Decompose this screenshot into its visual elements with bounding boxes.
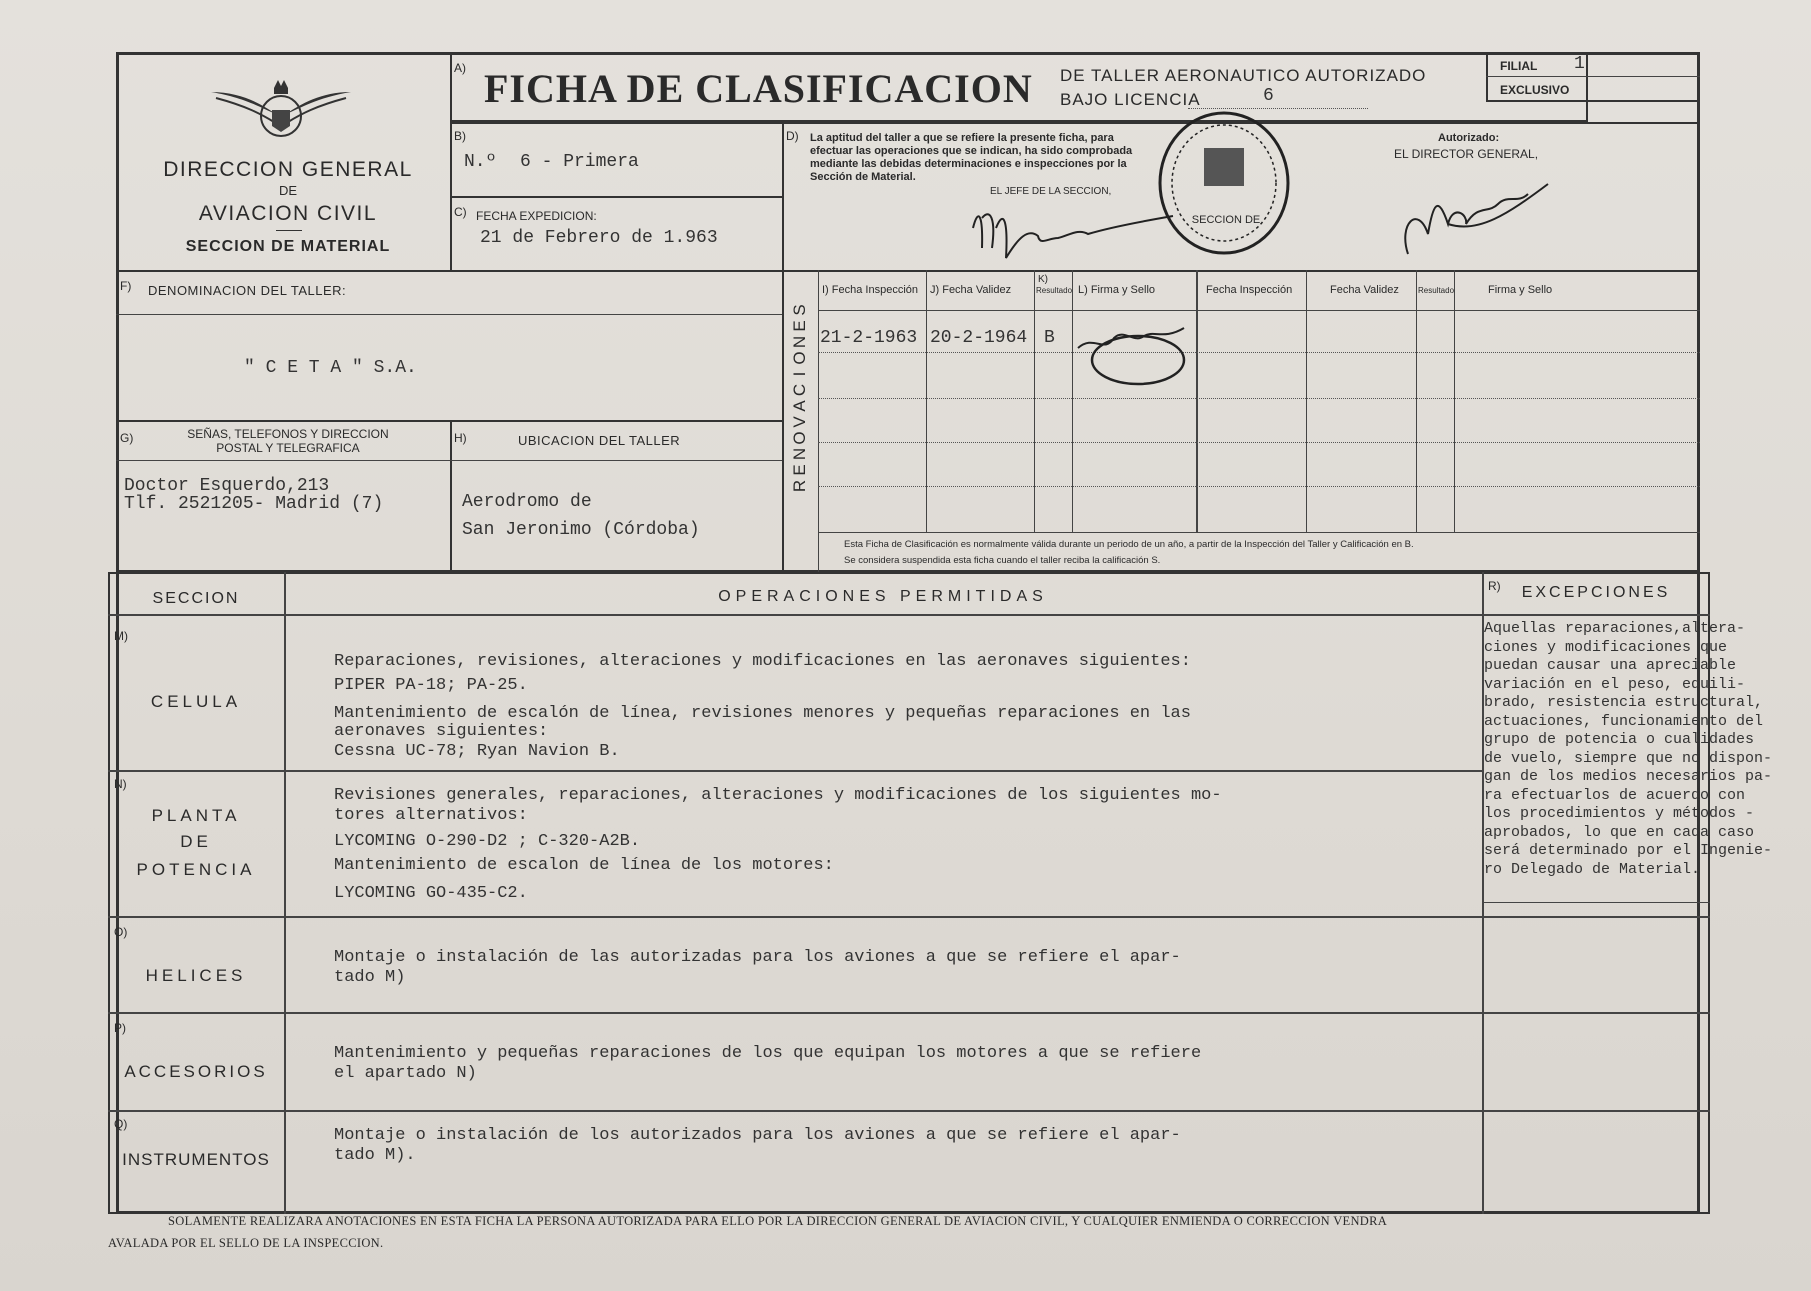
exclusivo-label: EXCLUSIVO [1500, 83, 1570, 97]
renovaciones-box [782, 270, 1700, 572]
denominacion-label: DENOMINACION DEL TALLER: [148, 283, 347, 298]
celula-line1: Reparaciones, revisiones, alteraciones y modificaciones en las aeronaves siguientes: [334, 652, 1191, 671]
direccion-line2: Tlf. 2521205- Madrid (7) [124, 494, 384, 514]
autorizado-label: Autorizado: [1438, 132, 1500, 144]
col-firma-sello: L) Firma y Sello [1078, 284, 1156, 296]
excepciones-line: brado, resistencia estructural, [1484, 694, 1764, 711]
col-resultado-2: Resultado [1418, 286, 1455, 295]
org-section: SECCION DE MATERIAL [185, 238, 391, 255]
aptitud-line3: mediante las debidas determinaciones e inspecciones por la [810, 158, 1127, 170]
renovaciones-letter: A [790, 400, 809, 412]
col-fecha-inspeccion: I) Fecha Inspección [822, 284, 918, 296]
planta-line1: Revisiones generales, reparaciones, alteraciones y modificaciones de los siguientes mo- [334, 786, 1222, 805]
accesorios-line2: el apartado N) [334, 1064, 477, 1083]
renovaciones-vertical-text [782, 302, 818, 494]
label-c: C) [454, 205, 467, 219]
excepciones-text [1484, 620, 1773, 879]
label-o: O) [114, 925, 128, 939]
col-fecha-validez: J) Fecha Validez [930, 284, 1012, 296]
row-line-4 [818, 486, 1700, 487]
footer-line2: AVALADA POR EL SELLO DE LA INSPECCION. [108, 1236, 384, 1250]
filial-value: 1 [1574, 54, 1585, 74]
director-label: EL DIRECTOR GENERAL, [1394, 147, 1539, 161]
renov-note-line2: Se considera suspendida esta ficha cuando el taller reciba la calificación S. [844, 555, 1161, 566]
direccion-line1: Doctor Esquerdo,213 [124, 476, 330, 496]
renovaciones-letter: N [790, 447, 809, 461]
row-line-1 [818, 352, 1700, 353]
de-label: DE [180, 832, 212, 851]
excepciones-line: gan de los medios necesarios pa- [1484, 768, 1773, 785]
row1-fecha-inspeccion: 21-2-1963 [820, 328, 918, 348]
instrumentos-line2: tado M). [334, 1146, 416, 1165]
renovaciones-letter: O [790, 351, 809, 365]
aptitud-line1: La aptitud del taller a que se refiere la presente ficha, para [810, 132, 1114, 144]
filial-label: FILIAL [1500, 59, 1538, 73]
planta-line4: Mantenimiento de escalon de línea de los motores: [334, 856, 834, 875]
row1-fecha-validez: 20-2-1964 [930, 328, 1028, 348]
excepciones-header: EXCEPCIONES [1521, 584, 1671, 601]
celula-line4: aeronaves siguientes: [334, 722, 549, 741]
excepciones-line: ciones y modificaciones que [1484, 638, 1728, 656]
renovaciones-letter: C [790, 383, 809, 397]
label-m: M) [114, 629, 128, 643]
excepciones-line: ra efectuarlos de acuerdo con [1484, 786, 1746, 804]
official-seal-stamp [1154, 108, 1294, 258]
ubicacion-line2: San Jeronimo (Córdoba) [462, 520, 700, 540]
licencia-value: 6 [1263, 86, 1274, 106]
instrumentos-line1: Montaje o instalación de los autorizados para los aviones a que se refiere el apar- [334, 1126, 1181, 1145]
ubicacion-label: UBICACION DEL TALLER [518, 433, 681, 448]
numero-value: 6 - Primera [520, 152, 639, 172]
label-q: Q) [114, 1117, 128, 1131]
excepciones-line: actuaciones, funcionamiento del [1484, 712, 1764, 730]
renov-header-divider [818, 310, 1700, 311]
renovaciones-letter: S [790, 304, 809, 316]
classification-form [108, 52, 1773, 1250]
col-k-label: K) [1038, 274, 1048, 285]
row1-resultado: B [1044, 328, 1055, 348]
renovaciones-letter: N [790, 335, 809, 349]
excepciones-divider [1482, 902, 1710, 903]
renovaciones-letter: I [790, 371, 809, 377]
row-div-p [108, 1110, 1710, 1112]
renovaciones-letter: E [790, 320, 809, 332]
instrumentos-label: INSTRUMENTOS [122, 1150, 270, 1169]
row-div-o [108, 1012, 1710, 1014]
label-h: H) [454, 431, 467, 445]
org-divider [276, 230, 302, 231]
ubicacion-line1: Aerodromo de [462, 492, 592, 512]
label-d: D) [786, 129, 799, 143]
label-p: P) [114, 1021, 126, 1035]
renovaciones-vertical-label [782, 302, 818, 494]
planta-line3: LYCOMING O-290-D2 ; C-320-A2B. [334, 832, 641, 851]
renovaciones-letter: O [790, 431, 809, 445]
excepciones-line: de vuelo, siempre que no dispon- [1484, 749, 1773, 767]
aptitud-line2: efectuar las operaciones que se indican, ha sido comprobada [810, 145, 1133, 157]
fecha-expedicion-value: 21 de Febrero de 1.963 [480, 228, 718, 248]
fecha-expedicion-label: FECHA EXPEDICION: [476, 209, 597, 223]
label-b: B) [454, 129, 466, 143]
org-line2: DE [278, 183, 298, 198]
renovaciones-label-divider [818, 270, 819, 572]
row-div-m [108, 770, 1482, 772]
org-line3: AVIACION CIVIL [198, 202, 378, 225]
excepciones-line: aprobados, lo que en cada caso [1484, 823, 1755, 841]
excepciones-line: variación en el peso, equili- [1484, 675, 1746, 693]
operaciones-header: OPERACIONES PERMITIDAS [718, 588, 1048, 605]
label-n: N) [114, 777, 127, 791]
subtitle-line1: DE TALLER AERONAUTICO AUTORIZADO [1060, 66, 1427, 85]
footer-line1: SOLAMENTE REALIZARA ANOTACIONES EN ESTA FICHA LA PERSONA AUTORIZADA PARA ELLO POR LA DIRECCION GENERAL DE AVIACION CIVIL, Y CUALQUIER ENMIENDA O CORRECCION VENDRA [168, 1214, 1388, 1228]
seccion-header: SECCION [152, 590, 240, 607]
excepciones-line: Aquellas reparaciones,altera- [1484, 620, 1746, 637]
planta-line5: LYCOMING GO-435-C2. [334, 884, 528, 903]
numero-label: N.º [464, 152, 497, 172]
denominacion-value: " C E T A " S.A. [244, 358, 417, 378]
renovaciones-letter: V [790, 416, 809, 428]
helices-line2: tado M) [334, 968, 406, 987]
label-g: G) [120, 431, 134, 445]
accesorios-label: ACCESORIOS [124, 1062, 268, 1081]
stamp-text: SECCION DE [1191, 214, 1261, 226]
renovaciones-letter: R [790, 479, 809, 493]
f-divider [116, 314, 784, 315]
excepciones-line: será determinado por el Ingenie- [1484, 842, 1773, 859]
accesorios-line1: Mantenimiento y pequeñas reparaciones de los que equipan los motores a que se refiere [334, 1044, 1202, 1063]
seccion-col-sep [284, 572, 286, 1214]
renovaciones-letter: E [790, 464, 809, 476]
helices-label: HELICES [145, 966, 247, 985]
subtitle-line2: BAJO LICENCIA [1060, 90, 1201, 109]
g-divider [116, 460, 452, 461]
excepciones-line: grupo de potencia o cualidades [1484, 731, 1755, 748]
excepciones-line: los procedimientos y métodos - [1484, 805, 1755, 822]
celula-label: CELULA [150, 692, 242, 711]
col-resultado: Resultado [1036, 286, 1073, 295]
col-fecha-inspeccion-2: Fecha Inspección [1206, 284, 1293, 296]
renov-note-divider [818, 532, 1700, 533]
row-div-n [108, 916, 1710, 918]
director-signature [1388, 164, 1558, 264]
row-line-3 [818, 442, 1700, 443]
celula-line3: Mantenimiento de escalón de línea, revisiones menores y pequeñas reparaciones en las [334, 704, 1191, 723]
row1-firma-sello [1074, 314, 1194, 394]
label-f: F) [120, 279, 132, 293]
excepciones-line: ro Delegado de Material. [1484, 860, 1701, 878]
org-line1: DIRECCION GENERAL [163, 158, 413, 181]
senas-label-line2: POSTAL Y TELEGRAFICA [216, 441, 360, 455]
h-divider [450, 460, 784, 461]
excepciones-line: puedan causar una apreciable [1484, 657, 1737, 674]
potencia-label: POTENCIA [136, 860, 256, 879]
jefe-label: EL JEFE DE LA SECCION, [990, 186, 1112, 197]
col-fecha-validez-2: Fecha Validez [1330, 284, 1399, 296]
celula-line5: Cessna UC-78; Ryan Navion B. [334, 742, 620, 761]
renov-note-line1: Esta Ficha de Clasificación es normalmente válida durante un periodo de un año, a partir de la Inspección del Taller y Calificación en B. [844, 539, 1414, 550]
planta-label: PLANTA [151, 806, 241, 825]
celula-line2: PIPER PA-18; PA-25. [334, 676, 528, 695]
row-line-2 [818, 398, 1700, 399]
col-firma-sello-2: Firma y Sello [1488, 284, 1553, 296]
senas-label-line1: SEÑAS, TELEFONOS Y DIRECCION [187, 427, 389, 441]
label-a: A) [454, 61, 466, 75]
aptitud-line4: Sección de Material. [810, 171, 916, 183]
filial-divider [1486, 76, 1700, 77]
label-r: R) [1488, 579, 1501, 593]
helices-line1: Montaje o instalación de las autorizadas para los aviones a que se refiere el apar- [334, 948, 1181, 967]
planta-line2: tores alternativos: [334, 806, 528, 825]
eagle-emblem-icon [206, 70, 356, 150]
form-title: FICHA DE CLASIFICACION [484, 66, 1033, 111]
ops-header-divider [108, 614, 1710, 616]
jefe-signature [968, 188, 1178, 268]
